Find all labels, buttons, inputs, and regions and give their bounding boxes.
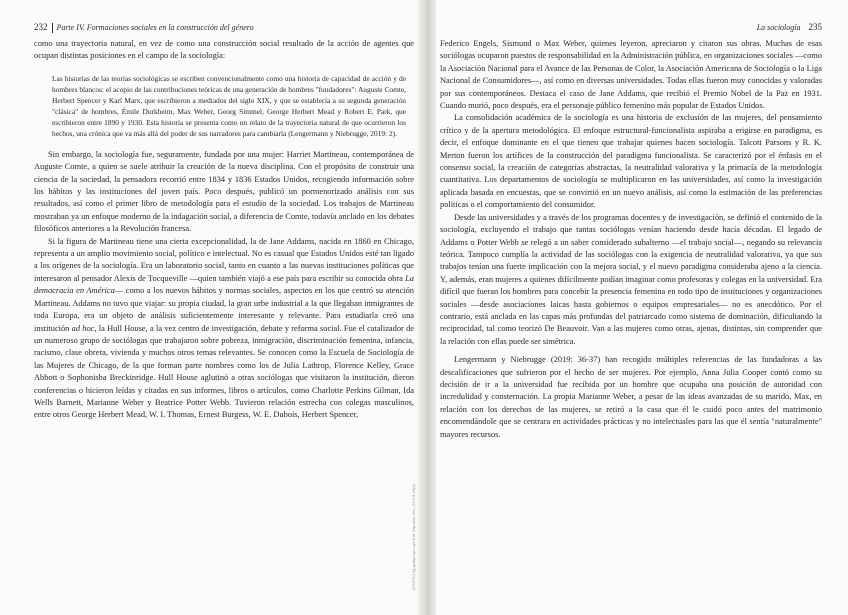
left-paragraph-1: como una trayectoria natural, en vez de como una construcción social resultado de la acción de agentes que ocupan distintas posiciones en el campo de la sociología: [34,39,414,61]
left-paragraph-3-text-a: Si la figura de Martineau tiene una cierta excepcionalidad, la de Jane Addams, nacida en 1860 en Chicago, representa a un amplio movimiento social, político e intelectual. No es casual que Estados Unidos esté tan ligado a los orígenes de la sociología. Era un laboratorio social, tanto en cuanto a las nuevas instituciones políticas que interesaron al pensador Alexis de Tocqueville —quien también viajó a ese país para escribir su conocida obra [34,236,414,283]
right-running-header [440,20,822,34]
ad-hoc-italic: ad hoc [71,323,95,333]
left-running-header [34,20,414,34]
right-page [440,20,822,610]
left-page-number: 232 [34,22,48,32]
left-page [34,20,414,610]
spine-stamp: [ZGZHV] Kjj-gsijsjd Lpn-opt-6 tit Sapunoy Stra, ZOZ-8-z6(9) [411,484,416,590]
left-paragraph-2: Sin embargo, la sociología fue, seguramente, fundada por una mujer: Harriet Martineau, contemporánea de Auguste Comte, a quien se suele atribuir la creación de la nueva disciplina. Con el propósito de construir una ciencia de la sociedad, la pensadora recorrió entre 1834 y 1836 Estados Unidos, recogiendo información sobre los hábitos y las instituciones del joven país. Poco después, publicó un pormenorizado análisis con sus resultados, así como el primer libro de metodología para el estudio de la sociedad. Los trabajos de Martineau mostraban ya un enfoque moderno de la indagación social, a diferencia de Comte, todavía anclado en los debates filosóficos anteriores a la Revolución francesa. [34,149,414,234]
book-title-italic: La democracia en América [34,273,414,296]
left-paragraph-3-text-c: , la Hull House, a la vez centro de investigación, debate y reforma social. Fue el catalizador de un numeroso grupo de sociólogas que trabajaron sobre pobreza, inmigración, discriminación femenina, infancia, racismo, clase obrera, vivienda y muchos otros temas relevantes. Se conocen como la Escuela de Sociología de las Mujeres de Chicago, de la que forman parte nombres como los de Julia Lathrop, Florence Kelley, Grace Abbott o Sophonisba Breckinridge. Hull House aglutinó a otras sociólogas que visitaron la institución, dieron conferencias o hicieron leídas y citadas en sus informes, libros o artículos, como Charlotte Perkins Gilman, Ida Wells Barnett, Marianne Weber y Beatrice Potter Webb. Tuvieron relación estrecha con colegas masculinos, entre otros George Herbert Mead, W. I. Thomas, Ernest Burgess, W. E. Dubois, Herbert Spencer, [34,323,414,420]
right-paragraph-2: La consolidación académica de la sociología es una historia de exclusión de las mujeres, del pensamiento crítico y de la apertura metodológica. El enfoque estructural-funcionalista aspiraba a erigirse en paradigma, es decir, el enfoque dominante en el que tienen que trabajar quienes hacen sociología. Talcott Parsons y R. K. Merton fueron los artífices de la construcción del paradigma funcionalista. Se caracterizó por el énfasis en el consenso social, la creación de categorías abstractas, la neutralidad valorativa y la primacía de la metodología cuantitativa. Los departamentos de sociología se multiplicaron en las universidades, así como la investigación aplicada basada en encuestas, que se convirtió en un nuevo análisis, así como la estimación de las preferencias políticas o el comportamiento del consumidor. [440,113,822,210]
block-quote: Las historias de las teorías sociológicas se escriben convencionalmente como una historia de capacidad de acción y de hombres blancos: el acopio de las contribuciones teóricas de una generación de hombres "fundadores": Auguste Comte, Herbert Spencer y Karl Marx, que escribieron a mediados del siglo XIX, y que se establecía a su segunda generación "clásica" de hombres, Émile Durkheim, Max Weber, Georg Simmel, George Herbert Mead y Robert E. Park, que escribieron entre 1890 y 1930. Esta historia se presenta como un relato de la trayectoria natural de que ocurrieron los hechos, una crónica que va más allá del poder de sus narradores para cambiarla (Lengermann y Niebrugge, 2019: 2). [52,73,406,138]
right-paragraph-4: Lengermann y Niebrugge (2019: 36-37) han recogido múltiples referencias de las fundadoras a las descalificaciones que sufrieron por el hecho de ser mujeres. Por ejemplo, Anna Julia Cooper contó como su decisión de ir a la universidad fue recibida por un hombre que ocupaba una posición de autoridad con incredulidad y consternación. La propia Marianne Weber, a pesar de las ideas avanzadas de su marido, Max, en relación con los derechos de las mujeres, se retiró a la casa que él le cuidó poco antes del matrimonio encomendándole que se centrara en actividades prácticas y no intelectuales para las que él sentía "naturalmente" mayores recursos. [440,355,822,439]
header-separator [52,23,53,33]
left-running-title: Parte IV. Formaciones sociales en la construcción del género [56,23,254,32]
left-paragraph-3 [34,236,414,422]
right-paragraph-3: Desde las universidades y a través de los programas docentes y de investigación, se definió el contenido de la sociología, excluyendo el trabajo que tantas sociólogas venían haciendo desde hacía décadas. El legado de Addams o Potter Webb se relegó a un saber considerado subalterno —el trabajo social—, negando su relevancia teórica. Tampoco cumplía la actividad de las sociólogas con la exigencia de neutralidad valorativa, ya que sus trabajos tenían una fuerte implicación con la mejora social, y el nuevo paradigma consideraba ajeno a la ciencia. Y, además, eran mujeres a quienes difícilmente podían imaginar como profesoras y colegas en la universidad. Era difícil que fueran los hombres para concebir la presencia femenina en todo tipo de instituciones y organizaciones sociales —desde asociaciones laicas hasta gobiernos o equipos empresariales— no es anecdótico. Por el contrario, está anclada en las capas más profundas del patriarcado como sistema de dominación, dificultando la reciprocidad, tal como teorizó De Beauvoir. Van a las mujeres como otras, ajenas, distintas, sin comprender que la relación con ellas puede ser simétrica. [440,212,822,346]
right-page-number: 235 [808,22,822,32]
right-running-title: La sociología [756,23,801,32]
left-paragraph-3-text-b: — como a los nuevos hábitos y normas sociales, aspectos en los que centró su atención Martineau. Addams no tuvo que viajar: su propia ciudad, la gran urbe industrial a la que llegaban inmigrantes de toda Europa, era un objeto de análisis suficientemente interesante y relevante. Para estudiarla creó una institución [34,286,414,333]
right-paragraph-1: Federico Engels, Sismund o Max Weber, quienes leyeron, apreciaron y citaron sus obras. Muchas de esas sociólogas ocuparon puestos de responsabilidad en la Administración pública, en organizaciones sociales —como la Asociación Nacional para el Avance de las Personas de Color, la Asociación Americana de Sociología o la Liga Nacional de Consumidores—, así como en diversas universidades. Todas ellas fueron muy conocidas y valoradas por sus contemporáneos. Destaca el caso de Jane Addams, que recibió el Premio Nobel de la Paz en 1931. Cuando murió, poco después, era el personaje público femenino más popular de Estados Unidos. [440,39,822,111]
